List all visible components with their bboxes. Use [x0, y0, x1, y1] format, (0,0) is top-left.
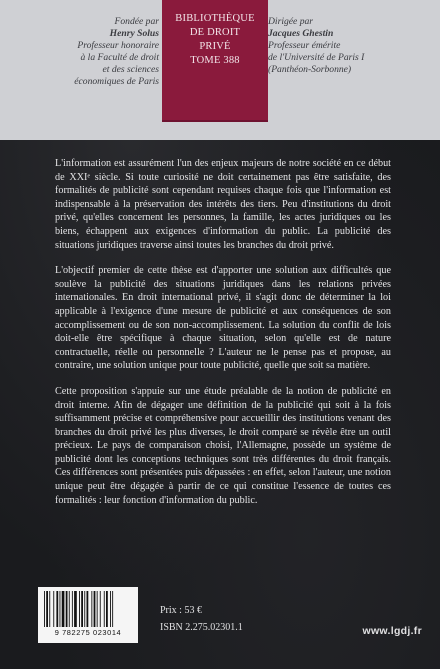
barcode-bar — [112, 591, 113, 627]
barcode-bar — [62, 591, 65, 627]
barcode-bar — [91, 591, 92, 627]
director-name: Jacques Ghestin — [268, 28, 334, 39]
director-title-line: de l'Université de Paris I — [268, 52, 365, 63]
barcode-bar — [72, 591, 73, 627]
series-line: BIBLIOTHÈQUE — [175, 13, 255, 24]
barcode-bar — [104, 591, 105, 627]
series-line: DE DROIT — [189, 27, 241, 38]
barcode-bar — [46, 591, 48, 627]
publisher-website: www.lgdj.fr — [362, 625, 422, 637]
founder-name: Henry Solus — [109, 28, 159, 39]
barcode-bar — [84, 591, 85, 627]
barcode-bar — [66, 591, 68, 627]
director-label: Dirigée par — [268, 16, 314, 27]
blurb-paragraph: L'objectif premier de cette thèse est d'apporter une solution aux difficultés que soulève la publicité des situations juridiques dans les relations privées internationales. En droit international privé, il s'agit donc de déterminer la loi applicable à l'exigence d'une mesure de publicité et aux conséquences de son accomplissement ou de son non-accomplissement. La solution du conflit de lois doit-elle être spécifique à chaque situation, selon qu'elle est de nature contractuelle, réelle ou personnelle ? L'auteur ne le pense pas et propose, au contraire, une solution unique pour toute publicité, quelle que soit sa matière. — [55, 265, 391, 372]
isbn: ISBN 2.275.02301.1 — [160, 622, 243, 633]
founder-label: Fondée par — [114, 16, 159, 27]
cover-header — [0, 0, 440, 140]
barcode-bar — [44, 591, 45, 627]
barcode-bar — [53, 591, 54, 627]
founder-title-line: à la Faculté de droit — [80, 52, 159, 63]
blurb-paragraph: L'information est assurément l'un des enjeux majeurs de notre société en ce début de XXIᵉ siècle. Si toute curiosité ne doit certainement pas être satisfaite, des formalités de publicité sont cependant requises chaque fois que l'information est indispensable à la préservation des intérêts des tiers. Peu d'institutions du droit privé, qu'elles concernent les personnes, la famille, les actes juridiques ou les biens, échappent aux exigences d'information du public. La publicité des situations juridiques traverse ainsi toutes les branches du droit privé. — [55, 158, 391, 251]
founder-title-line: économiques de Paris — [74, 76, 159, 87]
barcode-bar — [94, 591, 96, 627]
founder-credit — [24, 16, 159, 88]
blurb-paragraph: Cette proposition s'appuie sur une étude préalable de la notion de publicité en droit interne. Afin de dégager une définition de la publicité qui soit à la fois suffisamment précise et compréhensive pour accueillir des institutions venant des branches du droit privé les plus diverses, le droit comparé se révèle être un outil précieux. Le pays de comparaison choisi, l'Allemagne, possède un système de publicité dont les conceptions techniques sont très différentes du droit français. Ces différences sont présentées puis dépassées : en effet, selon l'auteur, une notion unique peut être dégagée à partir de ce qui constitue l'essence de toutes ces formalités : leur fonction d'information du public. — [55, 385, 391, 506]
series-label-box — [162, 0, 268, 122]
barcode-bar — [110, 591, 111, 627]
barcode-bar — [49, 591, 50, 627]
barcode-digits: 9 782275 023014 — [54, 628, 122, 637]
barcode-bar — [81, 591, 83, 627]
price: Prix : 53 € — [160, 605, 202, 616]
founder-title-line: Professeur honoraire — [77, 40, 159, 51]
director-title-line: (Panthéon-Sorbonne) — [268, 64, 352, 75]
director-title-line: Professeur émérite — [268, 40, 341, 51]
series-volume: TOME 388 — [190, 55, 240, 66]
isbn-barcode — [38, 587, 138, 643]
series-line: PRIVÉ — [199, 41, 231, 52]
barcode-bar — [60, 591, 61, 627]
barcode-bar — [87, 591, 89, 627]
price-block — [160, 602, 243, 636]
barcode-bar — [69, 591, 70, 627]
barcode-bars — [44, 591, 132, 627]
barcode-bar — [97, 591, 98, 627]
barcode-bar — [106, 591, 108, 627]
barcode-bar — [56, 591, 58, 627]
barcode-bar — [100, 591, 101, 627]
director-credit — [268, 16, 428, 76]
blurb-text — [55, 157, 391, 519]
barcode-bar — [79, 591, 80, 627]
barcode-bar — [74, 591, 77, 627]
founder-title-line: et des sciences — [102, 64, 159, 75]
